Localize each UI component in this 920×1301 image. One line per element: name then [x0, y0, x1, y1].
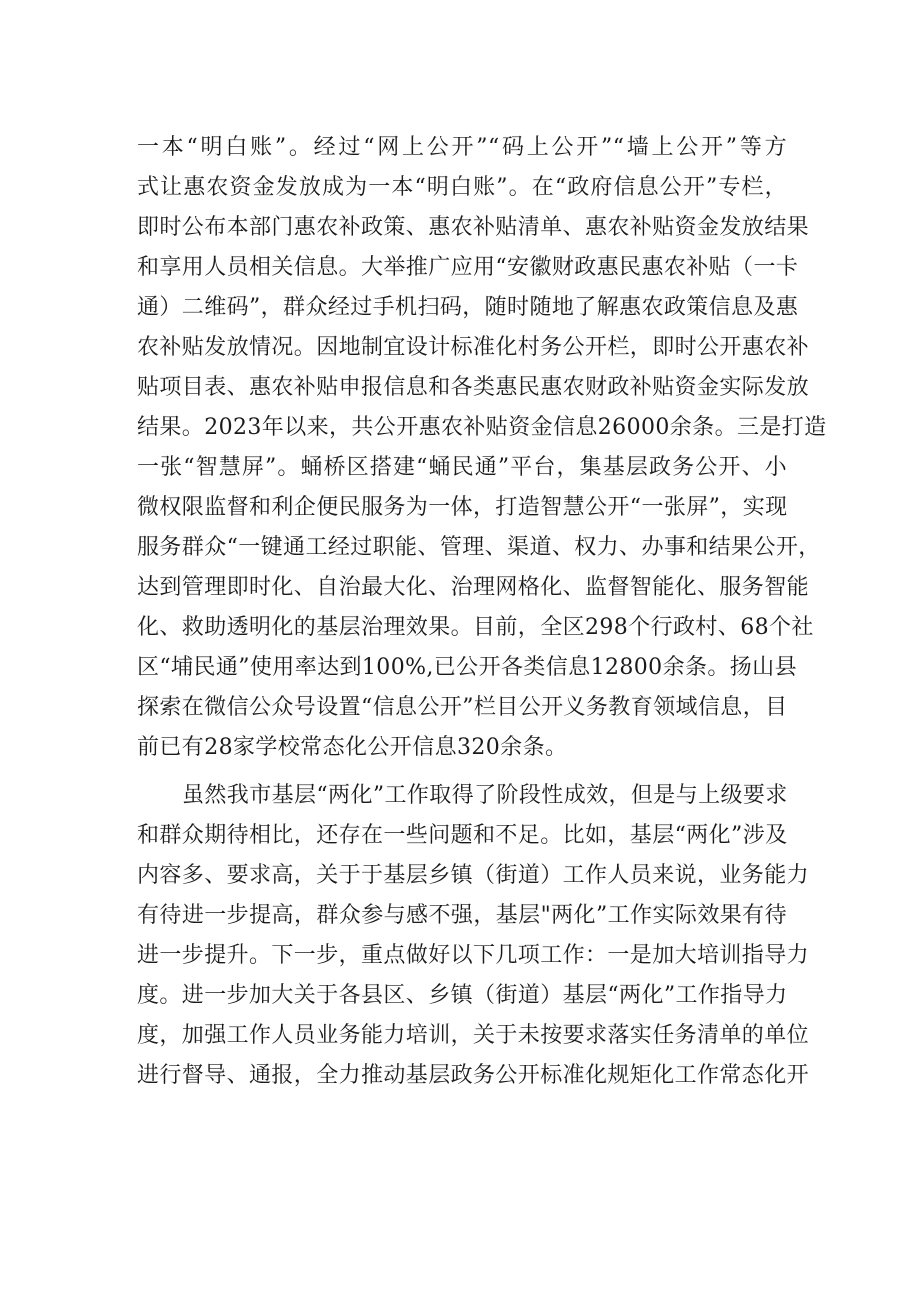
text-line: 通）二维码”，群众经过手机扫码，随时随地了解惠农政策信息及惠: [137, 295, 799, 320]
text-line: 即时公布本部门惠农补政策、惠农补贴清单、惠农补贴资金发放结果: [137, 215, 810, 240]
text-line: 式让惠农资金发放成为一本“明白账”。在“政府信息公开”专栏，: [137, 175, 787, 200]
text-line: 有待进一步提高，群众参与感不强，基层"两化”工作实际效果有待: [137, 903, 787, 928]
text-line: 区“埔民通”使用率达到100%,已公开各类信息12800余条。扬山县: [137, 655, 797, 680]
text-line: 一张“智慧屏”。蛹桥区搭建“蛹民通”平台，集基层政务公开、小: [137, 455, 787, 480]
text-line: 度，加强工作人员业务能力培训，关于未按要求落实任务清单的单位: [137, 1023, 810, 1048]
text-line: 探索在微信公众号设置“信息公开”栏目公开义务教育领域信息，目: [137, 695, 788, 720]
text-line: 化、救助透明化的基层治理效果。目前，全区298个行政村、68个社: [137, 615, 814, 640]
text-line: 结果。2023年以来，共公开惠农补贴资金信息26000余条。三是打造: [137, 415, 827, 440]
text-line: 微权限监督和利企便民服务为一体，打造智慧公开“一张屏”，实现: [137, 495, 788, 520]
text-line: 农补贴发放情况。因地制宜设计标准化村务公开栏，即时公开惠农补: [137, 335, 810, 360]
text-line: 达到管理即时化、自治最大化、治理网格化、监督智能化、服务智能: [137, 575, 810, 600]
text-line: 和享用人员相关信息。大举推广应用“安徽财政惠民惠农补贴（一卡: [137, 255, 799, 280]
text-line: 服务群众“一键通工经过职能、管理、渠道、权力、办事和结果公开，: [137, 535, 821, 560]
text-line: 一本“明白账”。经过“网上公开”“码上公开”“墙上公开”等方: [137, 135, 787, 160]
text-line: 进一步提升。下一步，重点做好以下几项工作：一是加大培训指导力: [137, 943, 810, 968]
text-line: 贴项目表、惠农补贴申报信息和各类惠民惠农财政补贴资金实际发放: [137, 375, 810, 400]
text-line: 度。进一步加大关于各县区、乡镇（街道）基层“两化”工作指导力: [137, 983, 788, 1008]
text-line: 内容多、要求高，关于于基层乡镇（街道）工作人员来说，业务能力: [137, 863, 810, 888]
text-line: 进行督导、通报，全力推动基层政务公开标准化规矩化工作常态化开: [137, 1063, 810, 1088]
text-line: 前已有28家学校常态化公开信息320余条。: [137, 735, 568, 760]
text-line: 虽然我市基层“两化”工作取得了阶段性成效，但是与上级要求: [182, 783, 788, 808]
text-line: 和群众期待相比，还存在一些问题和不足。比如，基层“两化”涉及: [137, 823, 788, 848]
